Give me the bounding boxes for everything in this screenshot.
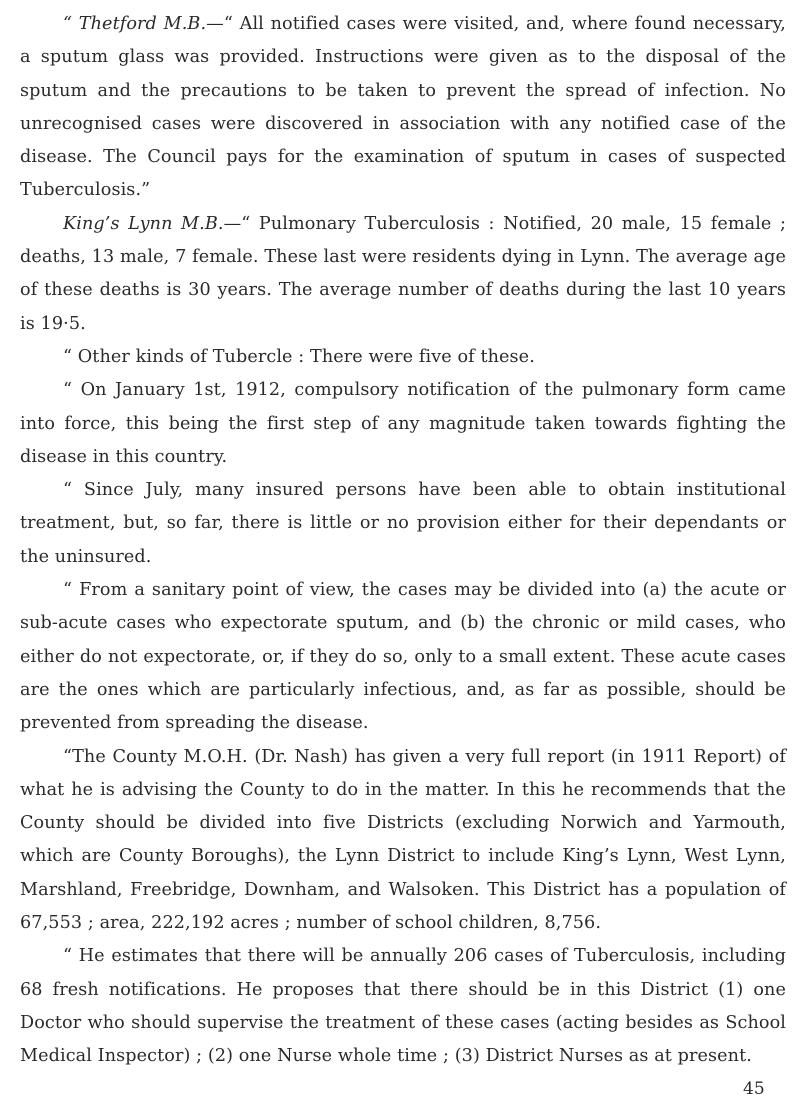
paragraph-text: “ From a sanitary point of view, the cases may be divided into (a) the acute or sub-acute cases who expectorate sputum, and (b) the chronic or mild cases, who either do not expectorate, or, if they do so, only to a small extent. These acute cases are the ones which are particularly infectious, and, as far as possible, should be prevented from spreading the disease. (20, 580, 786, 734)
paragraph-thetford (20, 8, 786, 208)
paragraph-text: “ On January 1st, 1912, compulsory notification of the pulmonary form came into force, this being the first step of any magnitude taken towards fighting the disease in this country. (20, 380, 786, 467)
paragraph-text: —“ All notified cases were visited, and, where found necessary, a sputum glass was provided. Instructions were given as to the disposal of the sputum and the precautions to be taken to prevent the spread of infection. No unrecognised cases were discovered in association with any notified case of the disease. The Council pays for the examination of sputum in cases of suspected Tuberculosis.” (20, 14, 786, 201)
document-page (20, 8, 786, 1074)
paragraph-other-tubercle (20, 341, 786, 374)
paragraph-text: “ Since July, many insured persons have been able to obtain institutional treatment, but, so far, there is little or no provision either for their dependants or the uninsured. (20, 480, 786, 567)
place-name-thetford: “ Thetford M.B. (63, 14, 207, 34)
paragraph-text: “The County M.O.H. (Dr. Nash) has given a very full report (in 1911 Report) of what he is advising the County to do in the matter. In this he recommends that the County should be divided into five Districts (excluding Norwich and Yarmouth, which are County Boroughs), the Lynn District to include King’s Lynn, West Lynn, Marshland, Freebridge, Downham, and Walsoken. This District has a population of 67,553 ; area, 222,192 acres ; number of school children, 8,756. (20, 746, 786, 934)
paragraph-sanitary-view (20, 574, 786, 740)
paragraph-insured-persons (20, 474, 786, 574)
place-name-kings-lynn: King’s Lynn M.B. (63, 213, 224, 234)
paragraph-notification-1912 (20, 374, 786, 474)
paragraph-estimates (20, 940, 786, 1073)
paragraph-kings-lynn (20, 208, 786, 341)
paragraph-text: —“ Pulmonary Tuberculosis : Notified, 20 male, 15 female ; deaths, 13 male, 7 female. These last were residents dying in Lynn. The average age of these deaths is 30 years. The average number of deaths during the last 10 years is 19·5. (20, 213, 787, 334)
paragraph-county-moh (20, 741, 786, 941)
paragraph-text: “ Other kinds of Tubercle : There were five of these. (63, 346, 535, 367)
paragraph-text: “ He estimates that there will be annually 206 cases of Tuberculosis, including 68 fresh notifications. He proposes that there should be in this District (1) one Doctor who should supervise the treatment of these cases (acting besides as School Medical Inspector) ; (2) one Nurse whole time ; (3) District Nurses as at present. (20, 946, 786, 1067)
page-number: 45 (743, 1079, 765, 1099)
